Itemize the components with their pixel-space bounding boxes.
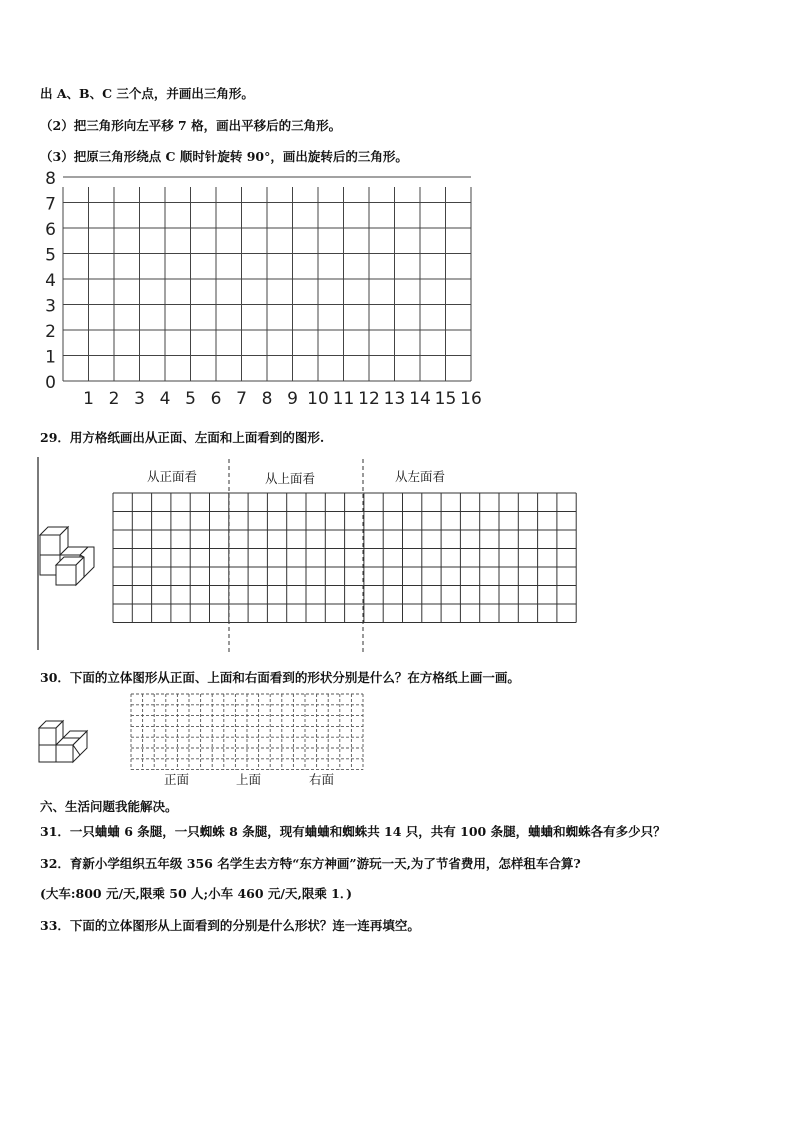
q30-figure xyxy=(36,690,376,770)
q30-dashed-grid xyxy=(131,694,363,770)
view-top-label: 从上面看 xyxy=(265,471,316,486)
label-front: 正面 xyxy=(164,772,190,787)
y-axis-labels xyxy=(45,169,56,393)
label-top: 上面 xyxy=(236,772,262,787)
y-tick-label: 2 xyxy=(45,322,56,342)
coordinate-grid xyxy=(30,168,490,413)
question-30: 30．下面的立体图形从正面、上面和右面看到的形状分别是什么？在方格纸上画一画。 xyxy=(40,670,520,685)
text-line-3: （3）把原三角形绕点 C 顺时针旋转 90°，画出旋转后的三角形。 xyxy=(40,149,408,164)
x-tick-label: 7 xyxy=(236,389,247,409)
y-tick-label: 0 xyxy=(45,373,56,393)
y-tick-label: 8 xyxy=(45,169,56,189)
text-line-2: （2）把三角形向左平移 7 格，画出平移后的三角形。 xyxy=(40,118,342,133)
x-tick-label: 15 xyxy=(434,389,457,409)
view-left-label: 从左面看 xyxy=(395,469,446,484)
x-tick-label: 5 xyxy=(185,389,196,409)
x-tick-label: 8 xyxy=(261,389,273,409)
x-axis-labels xyxy=(83,389,482,409)
question-32-note: (大车:800 元/天,限乘 50 人;小车 460 元/天,限乘 1．) xyxy=(40,886,353,901)
x-tick-label: 16 xyxy=(460,389,482,409)
cube-stack-icon xyxy=(40,527,94,585)
cube-stack-icon xyxy=(39,721,87,762)
x-tick-label: 2 xyxy=(108,389,120,409)
x-tick-label: 10 xyxy=(307,389,329,409)
section-6-heading: 六、生活问题我能解决。 xyxy=(40,799,178,814)
question-29: 29．用方格纸画出从正面、左面和上面看到的图形. xyxy=(40,430,325,445)
x-tick-label: 6 xyxy=(210,389,222,409)
question-33: 33．下面的立体图形从上面看到的分别是什么形状？连一连再填空。 xyxy=(40,918,420,933)
y-tick-label: 1 xyxy=(45,347,56,368)
q29-grid xyxy=(113,493,576,623)
question-32: 32．育新小学组织五年级 356 名学生去方特“东方神画”游玩一天,为了节省费用，怎样租车合算? xyxy=(40,856,581,871)
x-tick-label: 11 xyxy=(332,389,355,409)
y-tick-label: 4 xyxy=(45,271,56,291)
y-tick-label: 5 xyxy=(45,245,56,266)
y-tick-label: 7 xyxy=(45,194,56,215)
y-tick-label: 6 xyxy=(45,220,56,240)
question-31: 31．一只蛐蛐 6 条腿，一只蜘蛛 8 条腿，现有蛐蛐和蜘蛛共 14 只，共有 100 条腿，蛐蛐和蜘蛛各有多少只？ xyxy=(40,824,666,839)
coordinate-grid-lines xyxy=(63,177,471,381)
x-tick-label: 13 xyxy=(383,389,406,409)
x-tick-label: 3 xyxy=(134,389,145,409)
view-front-label: 从正面看 xyxy=(147,469,198,484)
x-tick-label: 12 xyxy=(358,389,380,409)
x-tick-label: 14 xyxy=(409,389,431,409)
label-right: 右面 xyxy=(309,772,335,787)
x-tick-label: 9 xyxy=(287,389,298,409)
x-tick-label: 1 xyxy=(83,389,94,409)
x-tick-label: 4 xyxy=(159,389,171,409)
text-line-1: 出 A、B、C 三个点，并画出三角形。 xyxy=(40,86,254,101)
y-tick-label: 3 xyxy=(45,296,56,317)
